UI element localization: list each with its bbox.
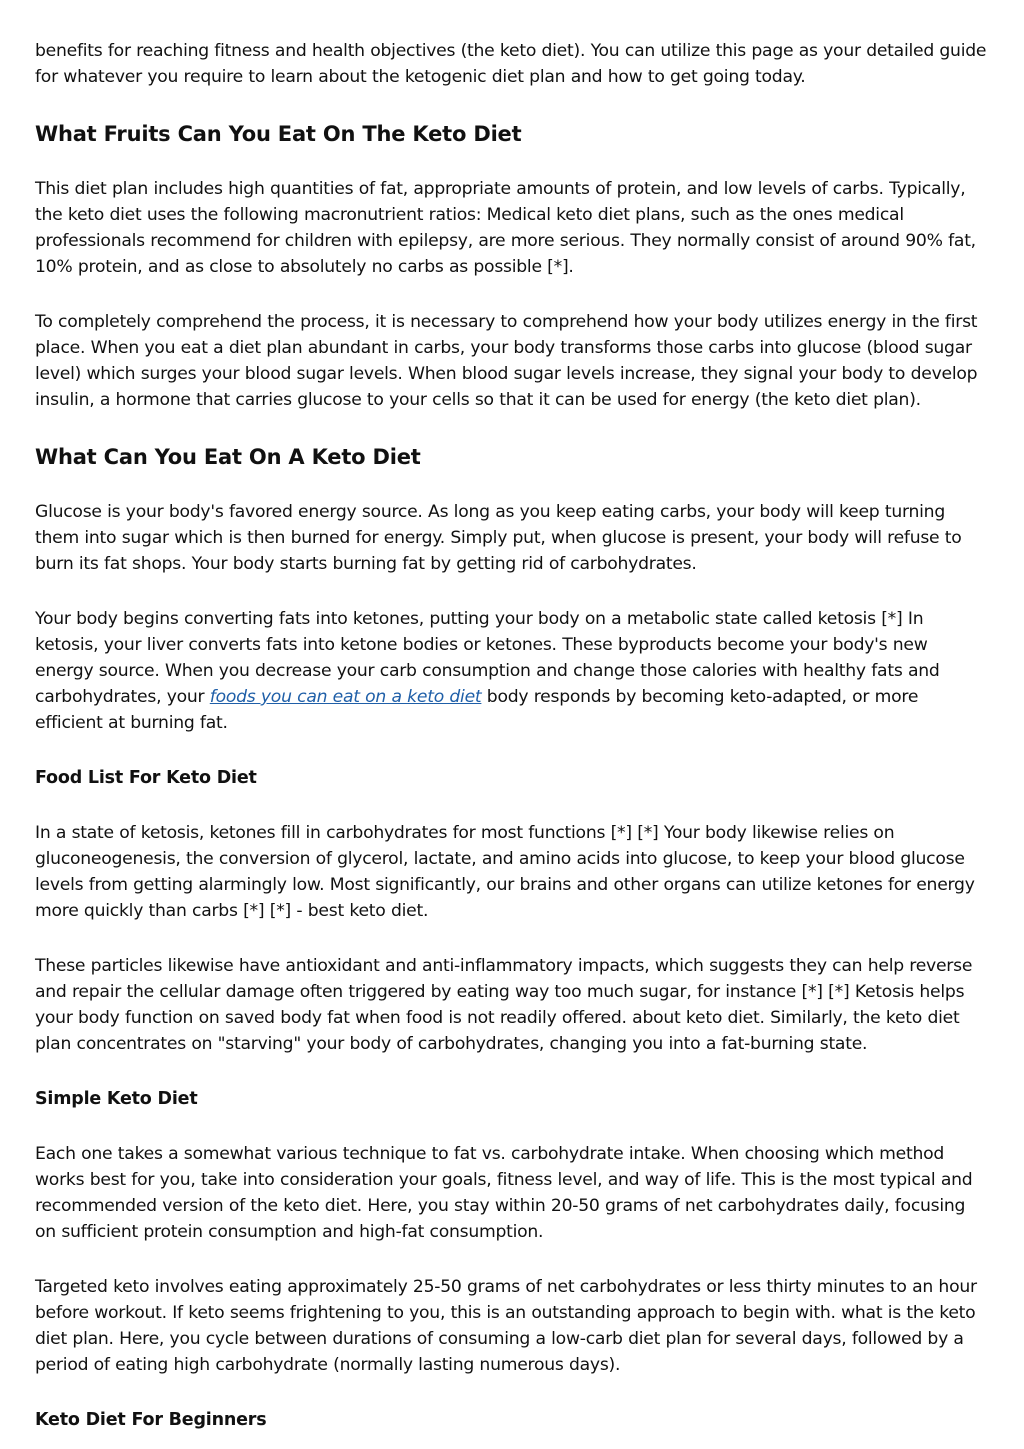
paragraph-ketones [35, 606, 990, 736]
heading-food-list: Food List For Keto Diet [35, 768, 257, 788]
keto-foods-link[interactable]: foods you can eat on a keto diet [209, 687, 482, 707]
paragraph-targeted-keto: Targeted keto involves eating approximately 25-50 grams of net carbohydrates or less thirty minutes to an hour before workout. If keto seems frightening to you, this is an outstanding approach to begin with. what is the keto diet plan. Here, you cycle between durations of consuming a low-carb diet plan for several days, followed by a period of eating high carbohydrate (normally lasting numerous days). [35, 1277, 977, 1375]
paragraph-energy-process: To completely comprehend the process, it is necessary to comprehend how your body utilizes energy in the first place. When you eat a diet plan abundant in carbs, your body transforms those carbs into glucose (blood sugar level) which surges your blood sugar levels. When blood sugar levels increase, they signal your body to develop insulin, a hormone that carries glucose to your cells so that it can be used for energy (the keto diet plan). [35, 312, 978, 410]
heading-what-fruits: What Fruits Can You Eat On The Keto Diet [35, 122, 522, 146]
paragraph-ketosis-state: In a state of ketosis, ketones fill in carbohydrates for most functions [*] [*] Your body likewise relies on gluconeogenesis, the conversion of glycerol, lactate, and amino acids into glucose, to keep your blood glucose levels from getting alarmingly low. Most significantly, our brains and other organs can utilize ketones for energy more quickly than carbs [*] [*] - best keto diet. [35, 823, 975, 921]
paragraph-ketones-text-b: body responds by becoming keto-adapted, or more efficient at burning fat. [35, 687, 919, 733]
heading-beginners: Keto Diet For Beginners [35, 1410, 267, 1430]
paragraph-macronutrients: This diet plan includes high quantities of fat, appropriate amounts of protein, and low levels of carbs. Typically, the keto diet uses the following macronutrient ratios: Medical keto diet plans, such as the ones medical professionals recommend for children with epilepsy, are more serious. They normally consist of around 90% fat, 10% protein, and as close to absolutely no carbs as possible [*]. [35, 179, 976, 277]
paragraph-antioxidant: These particles likewise have antioxidant and anti-inflammatory impacts, which suggests they can help reverse and repair the cellular damage often triggered by eating way too much sugar, for instance [*] [*] Ketosis helps your body function on saved body fat when food is not readily offered. about keto diet. Similarly, the keto diet plan concentrates on "starving" your body of carbohydrates, changing you into a fat-burning state. [35, 956, 973, 1054]
paragraph-ketones-text-a: Your body begins converting fats into ketones, putting your body on a metabolic state called ketosis [*] In ketosis, your liver converts fats into ketone bodies or ketones. These byproducts become your body's new energy source. When you decrease your carb consumption and change those calories with healthy fats and carbohydrates, your [35, 609, 940, 707]
heading-simple-keto: Simple Keto Diet [35, 1089, 198, 1109]
paragraph-technique: Each one takes a somewhat various technique to fat vs. carbohydrate intake. When choosing which method works best for you, take into consideration your goals, fitness level, and way of life. This is the most typical and recommended version of the keto diet. Here, you stay within 20-50 grams of net carbohydrates daily, focusing on sufficient protein consumption and high-fat consumption. [35, 1144, 973, 1242]
intro-paragraph: benefits for reaching fitness and health objectives (the keto diet). You can utilize this page as your detailed guide for whatever you require to learn about the ketogenic diet plan and how to get going today. [35, 41, 987, 87]
heading-what-can-you-eat: What Can You Eat On A Keto Diet [35, 445, 421, 469]
paragraph-glucose: Glucose is your body's favored energy source. As long as you keep eating carbs, your body will keep turning them into sugar which is then burned for energy. Simply put, when glucose is present, your body will refuse to burn its fat shops. Your body starts burning fat by getting rid of carbohydrates. [35, 502, 962, 574]
